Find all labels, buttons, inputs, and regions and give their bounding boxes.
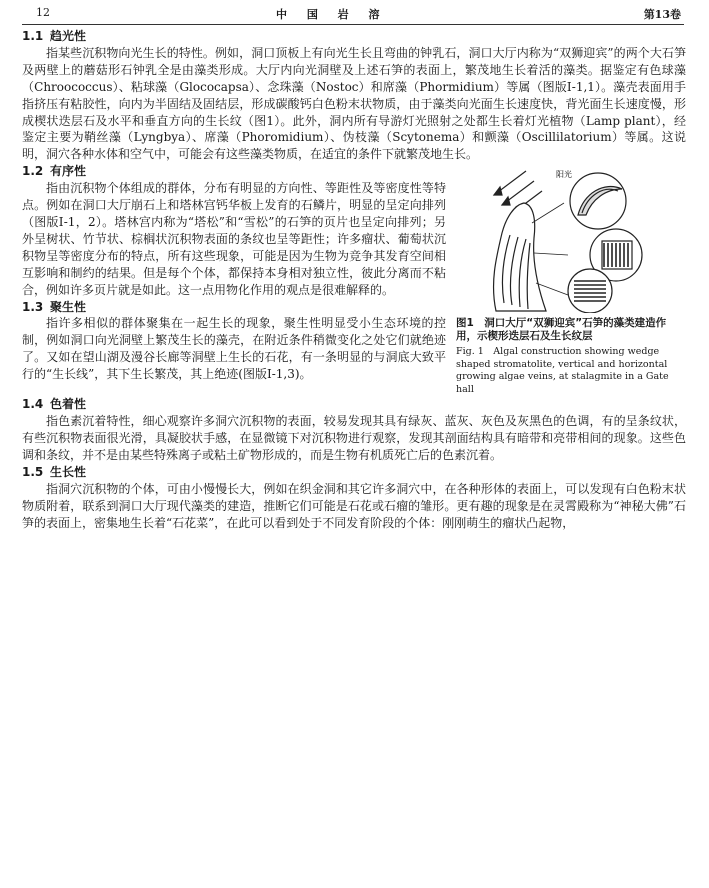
section-title: 聚生性 (50, 299, 87, 314)
article-body (22, 28, 686, 532)
journal-title: 中 国 岩 溶 (276, 8, 388, 21)
magnified-wedge-stromatolite (570, 173, 626, 229)
section-number: 1.2 (22, 164, 44, 179)
section-number: 1.5 (22, 464, 44, 479)
magnified-horizontal-veins (568, 269, 612, 313)
section-title: 有序性 (50, 164, 87, 179)
section-1-4 (22, 396, 686, 464)
figure-1 (456, 163, 686, 396)
section-paragraph: 指许多相似的群体聚集在一起生长的现象，聚生性明显受小生态环境的控制，例如洞口向光洞壁上繁茂生长的藻壳，在附近条件稍微变化之处它们就绝迹了。又如在望山湖及漫谷长廊等洞壁上生长的石花，有一条明显的与洞底大致平行的“生长线”，其下生长繁茂，其上绝迹(图版Ⅰ-1,3)。 (22, 316, 446, 382)
section-heading (22, 28, 686, 45)
section-title: 趋光性 (50, 29, 87, 43)
header-rule (22, 24, 684, 25)
sunlight-label: 阳光 (556, 170, 572, 180)
section-paragraph: 指某些沉积物向光生长的特性。例如，洞口顶板上有向光生长且弯曲的钟乳石，洞口大厅内称为“双狮迎宾”的两个大石笋及两壁上的蘑菇形石钟乳全是由藻类形成。大厅内向光洞壁及上述石笋的表面上，繁茂地生长着活的藻类。据鉴定有色球藻（Chroococcus）、粘球藻（Glococapsa）、念珠藻（Nostoc）和席藻（Phormidium）等属（图版Ⅰ-1,1）。藻壳表面用手指挤压有粘胶性，向内为半固结及固结层，形成碳酸钙白色粉末状物质，由于藻类向光面生长速度快，背光面生长速度慢，形成楔状迭层石及水平和垂直方向的生长纹（图1）。此外，洞内所有导游灯光照射之处都生长着灯光植物（Lamp plant），经鉴定主要为鞘丝藻（Lyngbya）、席藻（Phoromidium）、伪枝藻（Scytonema）和颤藻（Oscillilatorium）等属。这说明，洞穴各种水体和空气中，可能会有这些藻类物质，在适宜的条件下就繁茂地生长。 (22, 45, 686, 162)
section-heading (22, 396, 686, 413)
section-number: 1.4 (22, 397, 44, 412)
figure-wrap-region (22, 163, 686, 396)
section-title: 生长性 (50, 464, 87, 479)
stalagmite-algae-illustration (456, 163, 686, 313)
page-header (36, 6, 681, 24)
section-1-1 (22, 28, 686, 163)
volume-label: 第13卷 (643, 8, 681, 21)
section-paragraph: 指洞穴沉积物的个体，可由小慢慢长大，例如在织金洞和其它许多洞穴中，在各种形体的表面上，可以发现有白色粉末状物质附着，联系到洞口大厅现代藻类的建造，推断它们可能是石花或石瘤的雏形。更有趣的现象是在灵霄殿称为“神秘大佛”石笋的表面上，密集地生长着“石花菜”，在此可以看到处于不同发育阶段的个体：刚刚萌生的瘤状凸起物， (22, 481, 686, 530)
section-number: 1.1 (22, 29, 44, 43)
section-number: 1.3 (22, 299, 44, 314)
section-heading (22, 464, 686, 481)
figure-caption-en: Fig. 1 Algal construction showing wedge shaped stromatolite, vertical and horizontal growing algae veins, at stalagmite in a Gate hall (456, 346, 669, 395)
section-1-5 (22, 464, 686, 532)
figure-caption-cn: 图1 洞口大厅“双狮迎宾”石笋的藻类建造作用，示楔形迭层石及生长纹层 (456, 317, 667, 343)
section-title: 色着性 (50, 397, 87, 412)
section-paragraph: 指由沉积物个体组成的群体，分布有明显的方向性、等距性及等密度性等特点。例如在洞口大厅崩石上和塔林宫钙华板上发育的石鳞片，明显的呈定向排列（图版Ⅰ-1，2）。塔林宫内称为“塔松”和“雪松”的石笋的页片也呈定向排列；另外呈树状、竹节状、棕榈状沉积物表面的条纹也呈等距性；许多瘤状、葡萄状沉积物呈等密度分布的特点，所有这些现象，可能是因为生物为竞争其发育空间相互影响和制约的结果。但是每个个体，都保持本身相对独立性，彼此分离而不粘合，例如许多页片就是如此。这一点用物化作用的观点是很难解释的。 (22, 181, 446, 297)
page-number: 12 (36, 6, 50, 19)
section-paragraph: 指色素沉着特性，细心观察许多洞穴沉积物的表面，较易发现其具有绿灰、蓝灰、灰色及灰黑色的色调，有的呈条纹状，有些沉积物表面很光滑，具凝胶状手感，在显微镜下对沉积物进行观察，发现其剖面结构具有暗带和亮带相间的现象。这些色调和条纹，并不是由某些特殊离子或粘土矿物形成的，而是生物有机质死亡后的色素沉着。 (22, 414, 686, 462)
